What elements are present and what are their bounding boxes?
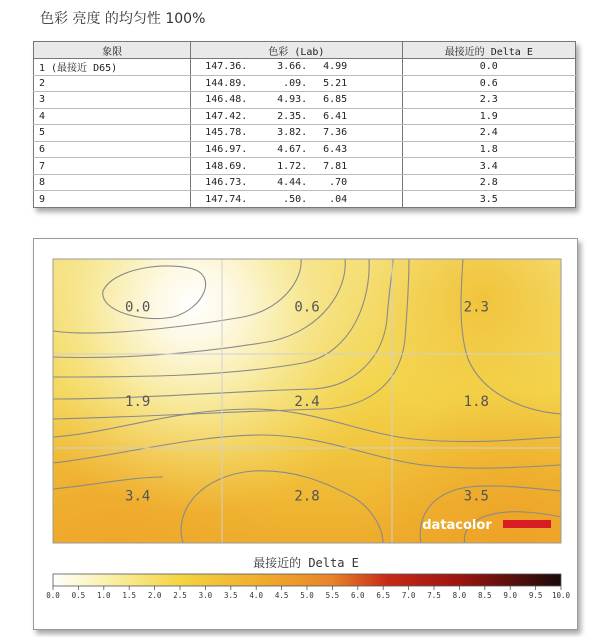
lab-b-value: 5.21 bbox=[323, 77, 348, 89]
logo-bar bbox=[503, 520, 551, 528]
lab-a-value: 4.44. bbox=[277, 177, 308, 189]
lab-a-value: 4.93. bbox=[277, 94, 308, 106]
scale-tick-label: 9.0 bbox=[503, 591, 517, 600]
scale-tick-label: 0.0 bbox=[46, 591, 60, 600]
lab-b-value: 4.99 bbox=[323, 61, 348, 73]
scale-tick-label: 2.0 bbox=[147, 591, 162, 600]
table-row bbox=[34, 174, 576, 191]
cell-lab bbox=[191, 174, 402, 191]
cell-quadrant: 4 bbox=[34, 108, 191, 125]
lab-a-value: 3.66. bbox=[277, 61, 308, 73]
table-row bbox=[34, 92, 576, 109]
scale-tick-label: 6.0 bbox=[351, 591, 365, 600]
cell-quadrant: 9 bbox=[34, 191, 191, 208]
cell-quadrant: 1 (最接近 D65) bbox=[34, 59, 191, 76]
scale-tick-label: 4.0 bbox=[249, 591, 263, 600]
lab-l-value: 144.89. bbox=[205, 77, 248, 89]
cell-delta-e: 2.3 bbox=[402, 92, 575, 109]
column-header-quadrant: 象限 bbox=[34, 42, 191, 59]
cell-value-label: 0.0 bbox=[125, 299, 151, 316]
table-row bbox=[34, 75, 576, 92]
lab-b-value: 6.43 bbox=[323, 144, 348, 155]
scale-tick-label: 8.0 bbox=[452, 591, 467, 600]
scale-tick-label: 0.5 bbox=[71, 591, 86, 600]
scale-tick-label: 7.0 bbox=[401, 591, 416, 600]
scale-tick-label: 5.0 bbox=[300, 591, 314, 600]
logo-text: datacolor bbox=[422, 518, 492, 533]
cell-delta-e: 0.0 bbox=[402, 59, 575, 76]
lab-a-value: 4.67. bbox=[277, 144, 308, 155]
table-row bbox=[34, 191, 576, 208]
cell-quadrant: 8 bbox=[34, 174, 191, 191]
table-header-row bbox=[34, 42, 576, 59]
lab-b-value: 7.81 bbox=[323, 160, 348, 172]
cell-value-label: 1.9 bbox=[125, 394, 151, 410]
lab-b-value: .70 bbox=[329, 177, 348, 189]
cell-delta-e: 1.9 bbox=[402, 108, 575, 125]
cell-lab bbox=[191, 92, 402, 109]
cell-delta-e: 2.8 bbox=[402, 174, 575, 191]
lab-a-value: 3.82. bbox=[277, 127, 308, 139]
cell-value-label: 2.3 bbox=[463, 299, 489, 316]
cell-lab bbox=[191, 108, 402, 125]
lab-b-value: 7.36 bbox=[323, 127, 348, 139]
lab-l-value: 145.78. bbox=[205, 127, 248, 139]
scale-tick-label: 8.5 bbox=[478, 591, 492, 600]
cell-lab bbox=[191, 141, 402, 158]
lab-a-value: 1.72. bbox=[277, 160, 308, 172]
lab-a-value: .09. bbox=[283, 77, 308, 89]
cell-lab bbox=[191, 59, 402, 76]
cell-lab bbox=[191, 75, 402, 92]
cell-value-label: 1.8 bbox=[463, 394, 489, 410]
page-title: 色彩 亮度 的均匀性 100% bbox=[40, 11, 206, 27]
lab-l-value: 146.73. bbox=[205, 177, 248, 189]
cell-quadrant: 3 bbox=[34, 92, 191, 109]
cell-quadrant: 2 bbox=[34, 75, 191, 92]
cell-delta-e: 0.6 bbox=[402, 75, 575, 92]
lab-b-value: .04 bbox=[329, 193, 348, 205]
cell-quadrant: 7 bbox=[34, 158, 191, 175]
lab-l-value: 147.42. bbox=[205, 110, 248, 122]
lab-a-value: .50. bbox=[283, 193, 308, 205]
scale-tick-label: 5.5 bbox=[325, 591, 340, 600]
scale-tick-label: 9.5 bbox=[528, 591, 543, 600]
table-row bbox=[34, 108, 576, 125]
scale-tick-label: 7.5 bbox=[427, 591, 441, 600]
table-row bbox=[34, 158, 576, 175]
scale-tick-label: 4.5 bbox=[274, 591, 289, 600]
legend-title: 最接近的 Delta E bbox=[253, 556, 359, 570]
scale-tick-label: 6.5 bbox=[376, 591, 390, 600]
lab-l-value: 148.69. bbox=[205, 160, 248, 172]
scale-tick-label: 3.0 bbox=[198, 591, 213, 600]
uniformity-chart bbox=[33, 238, 578, 630]
scale-tick-label: 1.5 bbox=[122, 591, 136, 600]
uniformity-heatmap bbox=[34, 239, 577, 629]
table-row bbox=[34, 141, 576, 158]
cell-lab bbox=[191, 158, 402, 175]
cell-delta-e: 1.8 bbox=[402, 141, 575, 158]
cell-value-label: 0.6 bbox=[294, 299, 320, 316]
table-row bbox=[34, 59, 576, 76]
scale-tick-label: 10.0 bbox=[551, 591, 571, 600]
lab-a-value: 2.35. bbox=[277, 110, 308, 122]
lab-b-value: 6.41 bbox=[323, 110, 348, 122]
cell-lab bbox=[191, 191, 402, 208]
lab-b-value: 6.85 bbox=[323, 94, 348, 106]
cell-value-label: 3.4 bbox=[125, 488, 151, 505]
cell-value-label: 3.5 bbox=[463, 488, 489, 505]
column-header-lab: 色彩 (Lab) bbox=[191, 42, 402, 59]
column-header-delta-e: 最接近的 Delta E bbox=[402, 42, 575, 59]
cell-delta-e: 3.4 bbox=[402, 158, 575, 175]
cell-delta-e: 2.4 bbox=[402, 125, 575, 142]
cell-delta-e: 3.5 bbox=[402, 191, 575, 208]
cell-value-label: 2.4 bbox=[294, 394, 320, 410]
cell-value-label: 2.8 bbox=[294, 488, 320, 505]
cell-lab bbox=[191, 125, 402, 142]
scale-tick-label: 2.5 bbox=[173, 591, 187, 600]
cell-quadrant: 6 bbox=[34, 141, 191, 158]
lab-l-value: 146.97. bbox=[205, 144, 248, 155]
scale-tick-label: 1.0 bbox=[97, 591, 111, 600]
color-scale-bar bbox=[53, 574, 561, 586]
lab-l-value: 146.48. bbox=[205, 94, 248, 106]
lab-l-value: 147.36. bbox=[205, 61, 248, 73]
table-row bbox=[34, 125, 576, 142]
cell-quadrant: 5 bbox=[34, 125, 191, 142]
scale-tick-label: 3.5 bbox=[224, 591, 238, 600]
color-scale-ticks bbox=[46, 586, 570, 600]
lab-l-value: 147.74. bbox=[205, 193, 248, 205]
uniformity-table bbox=[33, 41, 576, 208]
